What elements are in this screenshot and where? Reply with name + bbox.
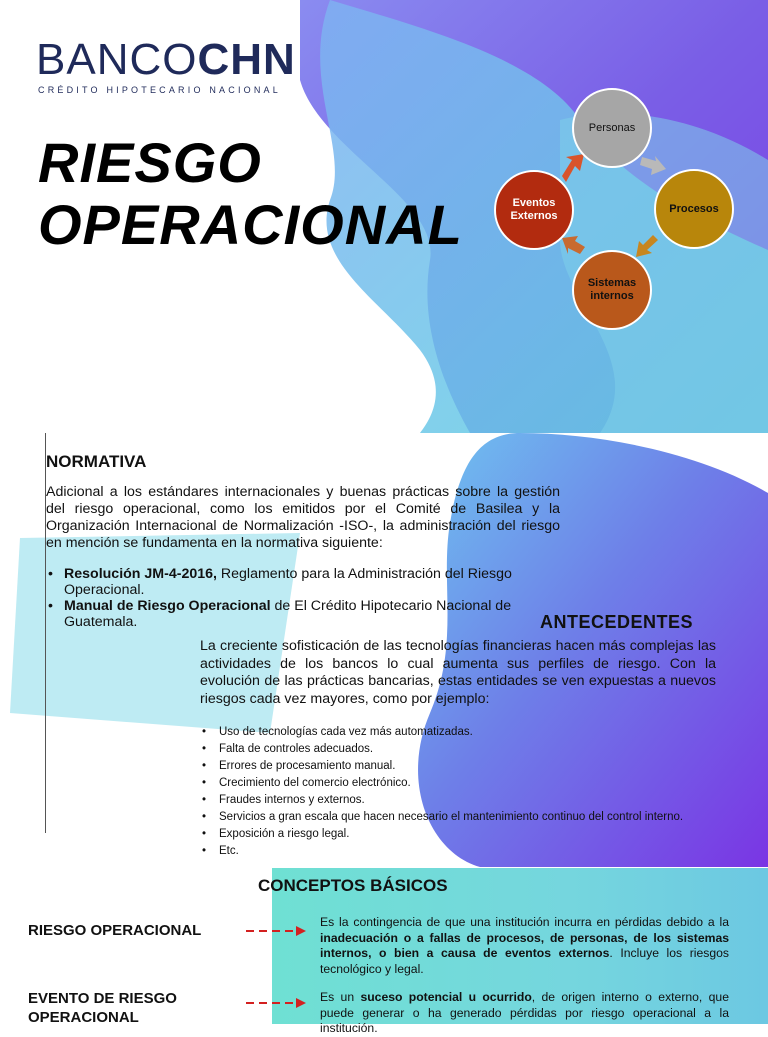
page-title <box>38 132 463 256</box>
normativa-item-bold: Resolución JM-4-2016, <box>64 566 217 582</box>
cycle-eventos-externos: Eventos Externos <box>494 170 574 250</box>
normativa-item <box>46 566 566 598</box>
def1-text-bold: inadecuación o a fallas de procesos, de personas, de los sistemas internos, o bien a causa de eventos externos <box>320 930 729 960</box>
cycle-sistemas-internos: Sistemas internos <box>572 250 652 330</box>
arrow-eventos-to-personas <box>562 154 584 182</box>
cycle-procesos: Procesos <box>654 169 734 249</box>
list-item: • Crecimiento del comercio electrónico. <box>200 775 760 792</box>
list-item: • Falta de controles adecuados. <box>200 741 760 758</box>
normativa-paragraph: Adicional a los estándares internacionales y buenas prácticas sobre la gestión del riesgo operacional, como los emitidos por el Comité de Basilea y la Organización Internacional de Normalización -ISO-, la administración del riesgo en mención se fundamenta en la normativa siguiente: <box>46 484 560 551</box>
logo-name-right: CHN <box>197 35 296 84</box>
term2-line-1: EVENTO DE RIESGO <box>28 990 177 1007</box>
term-riesgo-operacional: RIESGO OPERACIONAL <box>28 922 202 939</box>
title-line-1: RIESGO <box>38 131 262 194</box>
list-item: • Uso de tecnologías cada vez más automatizadas. <box>200 724 760 741</box>
antecedentes-paragraph: La creciente sofisticación de las tecnologías financieras hacen más complejas las actividades de los bancos lo cual aumenta sus perfiles de riesgo. Con la evolución de las prácticas bancarias, estas entidades se ven expuestas a nuevos riesgos cada vez mayores, como por ejemplo: <box>200 638 716 707</box>
definition-riesgo-operacional <box>320 915 729 977</box>
list-item: • Errores de procesamiento manual. <box>200 758 760 775</box>
title-line-2: OPERACIONAL <box>38 193 463 256</box>
def1-text-a: Es la contingencia de que una institución incurra en pérdidas debido a la <box>320 915 729 929</box>
normativa-item <box>46 598 566 630</box>
arrow-procesos-to-sistemas <box>636 235 658 257</box>
normativa-heading: NORMATIVA <box>46 452 147 471</box>
definition-evento-riesgo <box>320 990 729 1035</box>
logo-subtitle: CRÉDITO HIPOTECARIO NACIONAL <box>38 85 281 95</box>
term2-line-2: OPERACIONAL <box>28 1009 139 1026</box>
normativa-list <box>46 566 566 630</box>
antecedentes-list <box>200 724 760 860</box>
normativa-item-text: de El Crédito Hipotecario Nacional de Guatemala. <box>64 598 512 630</box>
def2-text-c: , de origen interno o externo, que puede generar o ha generado pérdidas por riesgo operacional a la institución. <box>320 990 729 1035</box>
def2-text-bold: suceso potencial u ocurrido <box>360 990 532 1004</box>
list-item: • Etc. <box>200 843 760 860</box>
normativa-item-text: Reglamento para la Administración del Riesgo Operacional. <box>64 566 512 598</box>
def1-text-c: . Incluye los riesgos tecnológico y legal. <box>320 946 729 976</box>
term-evento-riesgo-operacional <box>28 989 177 1027</box>
list-item: • Servicios a gran escala que hacen necesario el mantenimiento continuo del control interno. <box>200 809 760 826</box>
arrow-sistemas-to-eventos <box>562 236 585 254</box>
arrow-personas-to-procesos <box>640 156 666 175</box>
list-item: • Exposición a riesgo legal. <box>200 826 760 843</box>
bank-logo <box>36 35 296 84</box>
cycle-personas: Personas <box>572 88 652 168</box>
def2-text-a: Es un <box>320 990 361 1004</box>
dashed-arrow-icon <box>244 922 308 940</box>
logo-name-left: BANCO <box>36 35 198 84</box>
normativa-item-bold: Manual de Riesgo Operacional <box>64 598 271 614</box>
conceptos-heading: CONCEPTOS BÁSICOS <box>258 876 448 895</box>
list-item: • Fraudes internos y externos. <box>200 792 760 809</box>
antecedentes-heading: ANTECEDENTES <box>540 612 694 632</box>
dashed-arrow-icon <box>244 994 308 1012</box>
